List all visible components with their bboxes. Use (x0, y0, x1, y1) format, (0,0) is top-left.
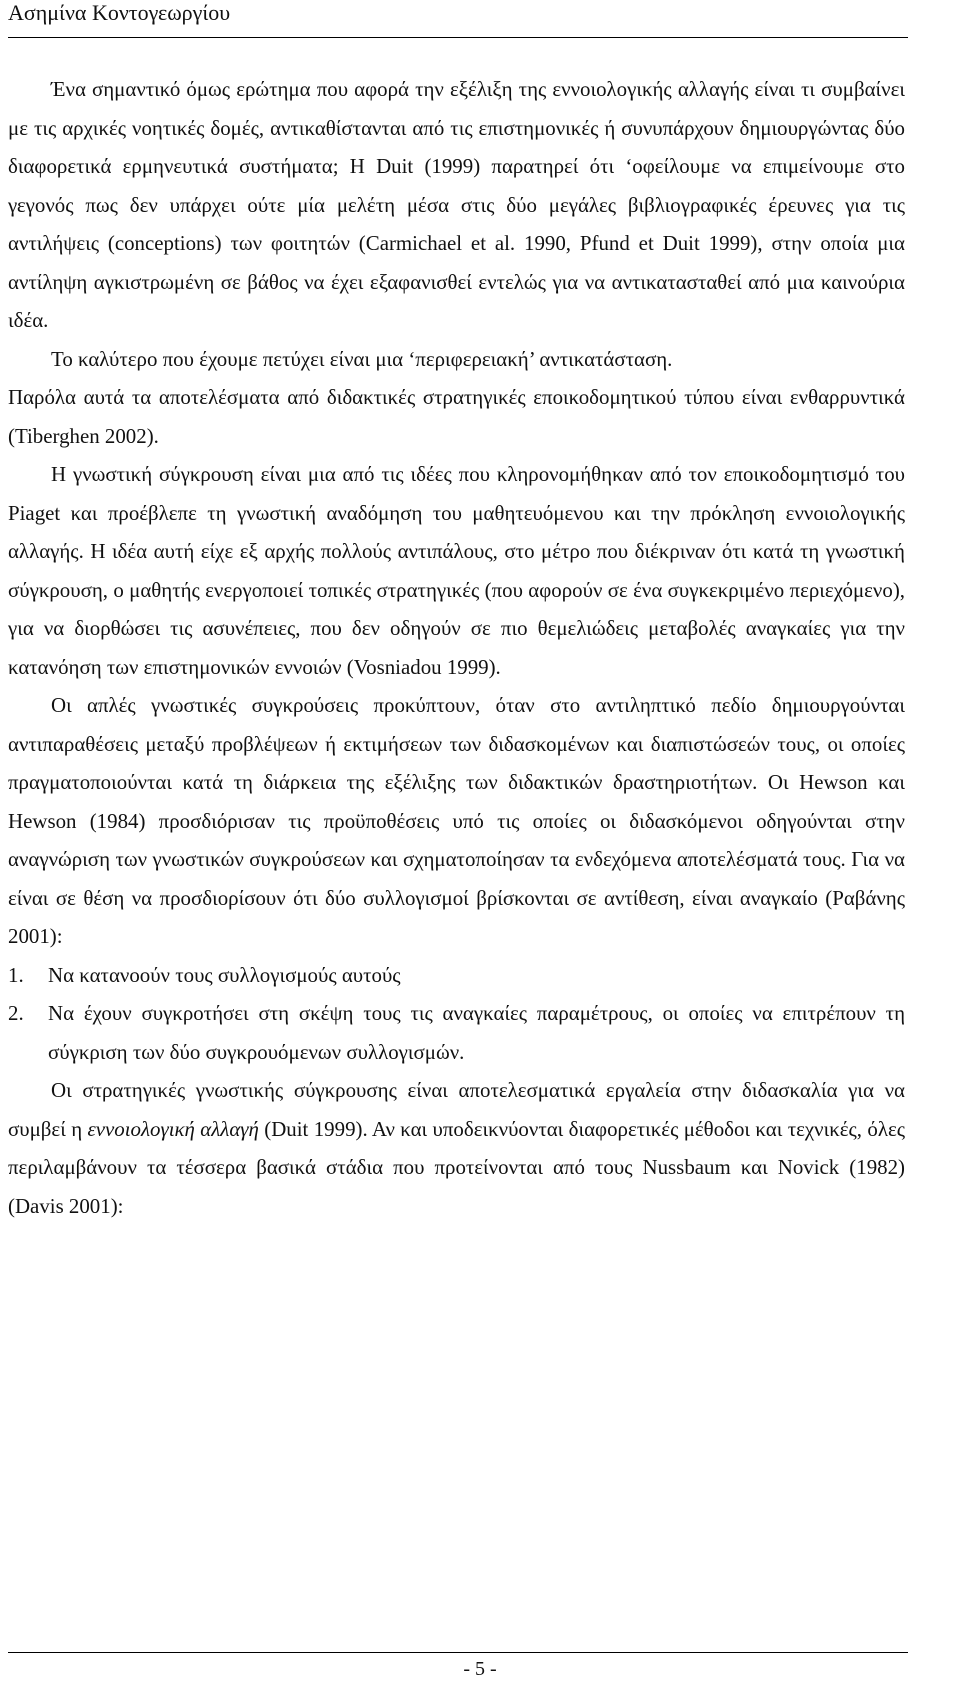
final-text-before: Οι στρατηγικές γνωστικής σύγκρουσης είναι αποτελεσματικά εργαλεία στην διδασκαλία για να συμβεί η (8, 1078, 905, 1141)
final-text-after: (Duit 1999). Αν και υποδεικνύονται διαφορετικές μέθοδοι και τεχνικές, όλες περιλαμβάνουν τα τέσσερα βασικά στάδια που προτείνονται από τους Nussbaum και Novick (1982) (Davis 2001): (8, 1116, 905, 1218)
final-text-emphasis: εννοιολογική αλλαγή (87, 1116, 259, 1141)
paragraph-conceptual-change-question: Ένα σημαντικό όμως ερώτημα που αφορά την εξέλιξη της εννοιολογικής αλλαγής είναι τι συμβαίνει με τις αρχικές νοητικές δομές, αντικαθίστανται από τις επιστημονικές ή συνυπάρχουν δημιουργώντας δύο διαφορετικά ερμηνευτικά συστήματα; Η Duit (1999) παρατηρεί ότι ‘οφείλουμε να επιμείνουμε στο γεγονός πως δεν υπάρχει ούτε μία μελέτη μέσα στις δύο μεγάλες βιβλιογραφικές έρευνες για τις αντιλήψεις (conceptions) των φοιτητών (Carmichael et al. 1990, Pfund et Duit 1999), στην οποία μια αντίληψη αγκιστρωμένη σε βάθος να έχει εξαφανισθεί εντελώς για να αντικατασταθεί από μια καινούρια ιδέα. (8, 77, 905, 332)
list-item-number: 1. (8, 962, 24, 987)
footer-divider (8, 1652, 908, 1653)
page-header (8, 0, 908, 38)
list-item-text: Να κατανοούν τους συλλογισμούς αυτούς (48, 962, 401, 987)
list-item-number: 2. (8, 1001, 24, 1025)
paragraph-cognitive-conflict: Η γνωστική σύγκρουση είναι μια από τις ιδέες που κληρονομήθηκαν από τον εποικοδομητισμό του Piaget και προέβλεπε τη γνωστική αναδόμηση του μαθητευόμενου και την πρόκληση εννοιολογικής αλλαγής. Η ιδέα αυτή είχε εξ αρχής πολλούς αντιπάλους, στο μέτρο που διέκριναν ότι κατά τη γνωστική σύγκρουση, ο μαθητής ενεργοποιεί τοπικές στρατηγικές (που αφορούν σε ένα συγκεκριμένο περιεχόμενο), για να διορθώσει τις ασυνέπειες, που δεν οδηγούν σε πιο θεμελιώδεις μεταβολές αναγκαίες για την κατανόηση των επιστημονικών εννοιών (Vosniadou 1999). (8, 462, 905, 679)
header-author: Ασημίνα Κοντογεωργίου (8, 0, 231, 25)
list-item (8, 994, 905, 1071)
list-item (8, 956, 905, 995)
list-item-text: Να έχουν συγκροτήσει στη σκέψη τους τις αναγκαίες παραμέτρους, οι οποίες να επιτρέπουν τη σύγκριση των δύο συγκρουόμενων συλλογισμών. (48, 1001, 905, 1064)
document-body (8, 70, 905, 1225)
paragraph-encouraging-results: Παρόλα αυτά τα αποτελέσματα από διδακτικές στρατηγικές εποικοδομητικού τύπου είναι ενθαρρυντικά (Tiberghen 2002). (8, 385, 905, 448)
paragraph-simple-conflicts: Οι απλές γνωστικές συγκρούσεις προκύπτουν, όταν στο αντιληπτικό πεδίο δημιουργούνται αντιπαραθέσεις μεταξύ προβλέψεων ή εκτιμήσεων των διδασκομένων και διαπιστώσεών τους, οι οποίες πραγματοποιούνται κατά τη διάρκεια της εξέλιξης των διδακτικών δραστηριοτήτων. Οι Hewson και Hewson (1984) προσδιόρισαν τις προϋποθέσεις υπό τις οποίες οι διδασκόμενοι οδηγούνται στην αναγνώριση των γνωστικών συγκρούσεων και σχηματοποίησαν τα ενδεχόμενα αποτελέσματά τους. Για να είναι σε θέση να προσδιορίσουν ότι δύο συλλογισμοί βρίσκονται σε αντίθεση, είναι αναγκαίο (Ραβάνης 2001): (8, 693, 905, 948)
paragraph-peripheral-replacement: Το καλύτερο που έχουμε πετύχει είναι μια ‘περιφερειακή’ αντικατάσταση. (51, 346, 673, 371)
paragraph-conflict-strategies (8, 1071, 905, 1225)
requirements-list (8, 956, 905, 1072)
page-number: - 5 - (463, 1658, 497, 1680)
